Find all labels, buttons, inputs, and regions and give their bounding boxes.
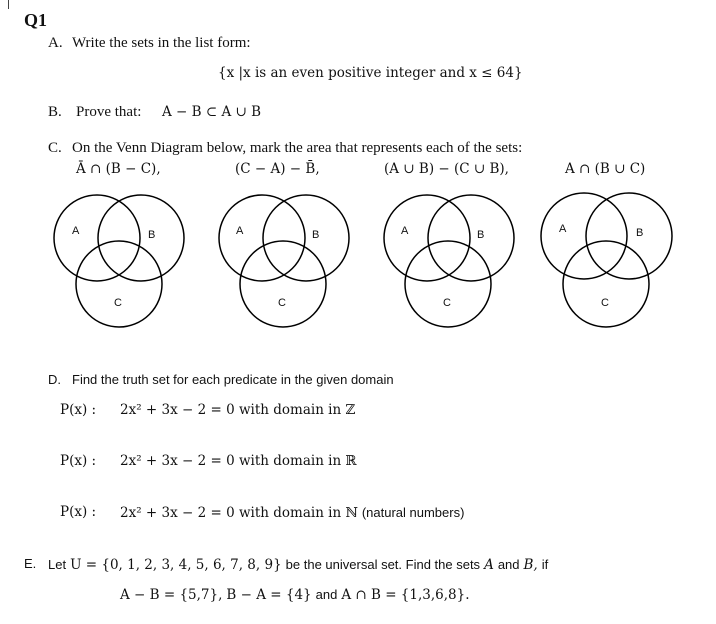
part-b-label: B. <box>48 104 62 120</box>
predicate-3-expression: 2x² + 3x − 2 = 0 with domain in ℕ <box>120 505 358 521</box>
venn-2-circle-c <box>240 241 326 327</box>
venn-2-label-a: A <box>236 225 244 237</box>
predicate-3-note: (natural numbers) <box>361 505 465 520</box>
set-expression-4: A ∩ (B ∪ C) <box>565 161 646 177</box>
venn-3-circle-c <box>405 241 491 327</box>
predicate-2-name: P(x) : <box>60 453 97 469</box>
venn-4-circle-b <box>586 193 672 279</box>
predicate-1-name: P(x) : <box>60 402 97 418</box>
venn-4-label-c: C <box>601 297 609 309</box>
condition-intersection: A ∩ B = {1,3,6,8}. <box>341 587 470 603</box>
part-e-text-if: if <box>541 557 549 572</box>
set-b-symbol: B, <box>523 557 538 573</box>
part-a-label: A. <box>48 35 63 51</box>
set-expression-2: (C − A) − B̄, <box>235 161 320 177</box>
part-e-conditions <box>120 586 470 604</box>
predicate-1-expression: 2x² + 3x − 2 = 0 with domain in ℤ <box>120 402 356 418</box>
venn-2-label-b: B <box>312 229 320 241</box>
venn-4-circle-c <box>563 241 649 327</box>
condition-a-minus-b: A − B = {5,7}, <box>120 587 223 603</box>
venn-4-circle-a <box>541 193 627 279</box>
conditions-and: and <box>315 587 338 602</box>
part-e-label: E. <box>24 556 37 571</box>
part-e-text-and: and <box>497 557 520 572</box>
predicate-2-expression: 2x² + 3x − 2 = 0 with domain in ℝ <box>120 453 357 469</box>
part-a-set-expression: {x |x is an even positive integer and x ≤ 64} <box>218 65 523 81</box>
venn-1-label-b: B <box>148 229 156 241</box>
venn-3-label-a: A <box>401 225 409 237</box>
venn-1-circle-a <box>54 195 140 281</box>
part-b-instruction: Prove that: <box>76 104 142 120</box>
part-e-text-universal: be the universal set. Find the sets <box>285 557 481 572</box>
part-d-instruction: Find the truth set for each predicate in the given domain <box>72 372 394 387</box>
universal-set: U = {0, 1, 2, 3, 4, 5, 6, 7, 8, 9} <box>70 557 282 573</box>
question-number: Q1 <box>24 10 48 30</box>
venn-3-circle-a <box>384 195 470 281</box>
venn-4-label-a: A <box>559 223 567 235</box>
part-c-instruction: On the Venn Diagram below, mark the area that represents each of the sets: <box>72 140 523 156</box>
part-a-instruction: Write the sets in the list form: <box>72 35 251 51</box>
predicate-3-name: P(x) : <box>60 504 97 520</box>
part-b-statement: A − B ⊂ A ∪ B <box>162 104 262 120</box>
venn-3-label-c: C <box>443 297 451 309</box>
venn-3-circle-b <box>428 195 514 281</box>
predicate-3-line <box>120 504 464 522</box>
part-c-label: C. <box>48 140 62 156</box>
set-a-symbol: A <box>484 557 494 573</box>
venn-1-circle-c <box>76 241 162 327</box>
venn-1-circle-b <box>98 195 184 281</box>
venn-1-label-a: A <box>72 225 80 237</box>
venn-3-label-b: B <box>477 229 485 241</box>
part-e-text-let: Let <box>48 557 67 572</box>
venn-1-label-c: C <box>114 297 122 309</box>
venn-2-label-c: C <box>278 297 286 309</box>
venn-2-circle-b <box>263 195 349 281</box>
venn-4-label-b: B <box>636 227 644 239</box>
set-expression-1: Ā ∩ (B − C), <box>76 161 161 177</box>
venn-2-circle-a <box>219 195 305 281</box>
condition-b-minus-a: B − A = {4} <box>226 587 312 603</box>
set-expression-3: (A ∪ B) − (C ∪ B), <box>384 161 509 177</box>
part-e-statement <box>48 556 548 574</box>
part-d-label: D. <box>48 372 61 387</box>
